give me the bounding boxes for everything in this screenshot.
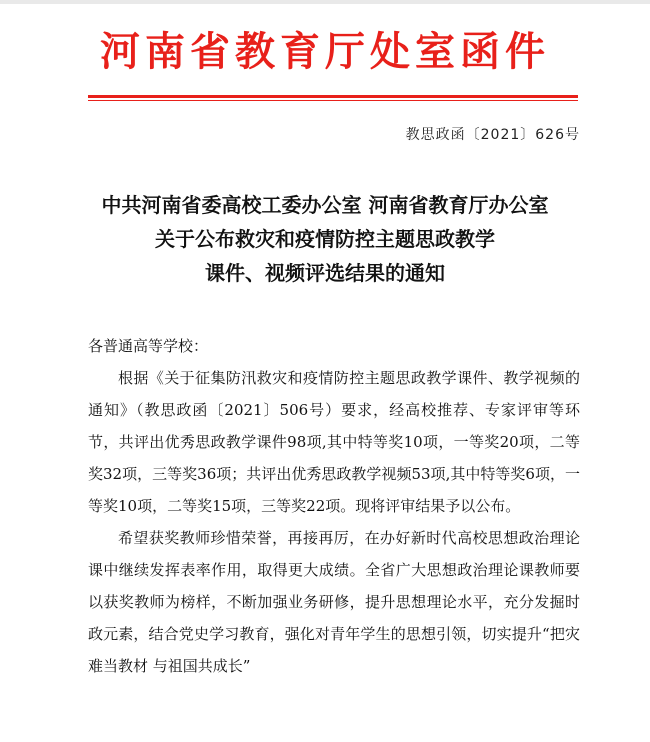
document-number: 教思政函〔2021〕626号 xyxy=(405,127,580,143)
red-divider-thick xyxy=(88,95,578,98)
salutation: 各普通高等学校： xyxy=(88,337,209,355)
title-line-3: 课件、视频评选结果的通知 xyxy=(205,261,445,285)
paragraph-1: 根据《关于征集防汛救灾和疫情防控主题思政教学课件、教学视频的通知》（教思政函〔2021〕506号）要求，经高校推荐、专家评审等环节，共评出优秀思政教学课件98项,其中特等奖10项，一等奖20项，二等奖32项，三等奖36项；共评出优秀思政教学视频53项,其中特等奖6项，一等奖10项，二等奖15项，三等奖22项。现将评审结果予以公布。 xyxy=(88,369,580,515)
document-title xyxy=(60,188,590,290)
title-line-1: 中共河南省委高校工委办公室 河南省教育厅办公室 xyxy=(101,193,549,217)
masthead-title: 河南省教育厅处室函件 xyxy=(100,28,550,75)
title-line-2: 关于公布救灾和疫情防控主题思政教学 xyxy=(155,227,495,251)
paragraph-2: 希望获奖教师珍惜荣誉，再接再厉，在办好新时代高校思想政治理论课中继续发挥表率作用，取得更大成绩。全省广大思想政治理论课教师要以获奖教师为榜样，不断加强业务研修，提升思想理论水平，充分发掘时政元素，结合党史学习教育，强化对青年学生的思想引领，切实提升“把灾难当教材 与祖国共成长” xyxy=(88,529,580,675)
red-divider-thin xyxy=(88,100,578,101)
top-border xyxy=(0,0,650,4)
document-body xyxy=(88,330,580,682)
